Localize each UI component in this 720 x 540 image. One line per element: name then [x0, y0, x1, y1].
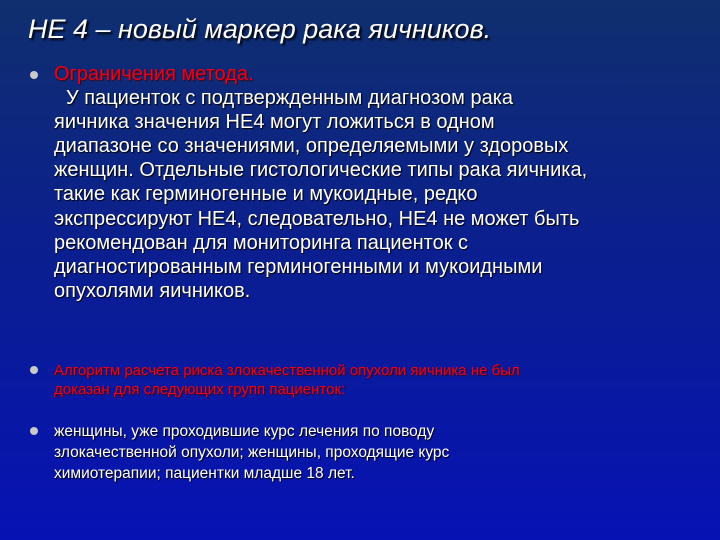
bullet-icon — [30, 427, 38, 435]
limitations-line: У пациенток с подтвержденным диагнозом рака — [66, 87, 514, 110]
bullet-icon — [30, 71, 38, 79]
bullet-icon — [30, 366, 38, 374]
patient-groups-line: женщины, уже проходившие курс лечения по поводу — [54, 423, 435, 440]
limitations-line: такие как герминогенные и мукоидные, редко — [54, 183, 478, 206]
limitations-line: экспрессируют НЕ4, следовательно, НЕ4 не может быть — [54, 207, 580, 230]
limitations-line: рекомендован для мониторинга пациенток с — [54, 231, 469, 254]
algorithm-line: доказан для следующих групп пациенток: — [54, 381, 346, 398]
limitations-heading: Ограничения метода. — [54, 63, 254, 85]
bullet-limitations — [54, 62, 704, 303]
limitations-line: женщин. Отдельные гистологические типы рака яичника, — [54, 159, 588, 182]
limitations-line: опухолями яичников. — [54, 279, 251, 302]
slide-title: НЕ 4 – новый маркер рака яичников. — [28, 14, 492, 44]
patient-groups-line: злокачественной опухоли; женщины, проходящие курс — [54, 444, 450, 461]
limitations-line: диагностированным герминогенными и мукоидными — [54, 255, 543, 278]
patient-groups-line: химиотерапии; пациентки младше 18 лет. — [54, 465, 355, 482]
limitations-line: диапазоне со значениями, определяемыми у здоровых — [54, 135, 569, 158]
algorithm-line: Алгоритм расчета риска злокачественной опухоли яичника не был — [54, 362, 520, 379]
bullet-patient-groups — [54, 421, 704, 484]
bullet-algorithm — [54, 361, 704, 399]
limitations-line: яичника значения НЕ4 могут ложиться в одном — [54, 111, 495, 134]
